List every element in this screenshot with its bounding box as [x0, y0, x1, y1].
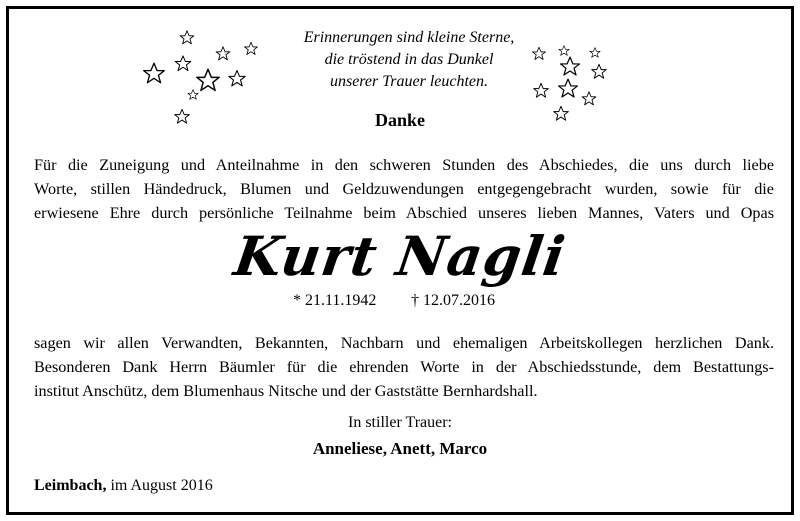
thanks-paragraph [34, 153, 774, 225]
paragraph-line: Besonderen Dank Herrn Bäumler für die ehrenden Worte in der Abschiedsstunde, dem Bestattungs- [34, 358, 774, 376]
death-date: † 12.07.2016 [411, 292, 495, 309]
mourning-label: In stiller Trauer: [348, 414, 452, 431]
heading: Danke [374, 110, 425, 130]
notice-content [9, 9, 791, 512]
star-icon [180, 31, 194, 44]
star-icon [175, 56, 190, 71]
acknowledgement-paragraph [34, 331, 774, 403]
mourners-names: Anneliese, Anett, Marco [312, 439, 488, 458]
place-date [34, 477, 213, 495]
verse-line: Erinnerungen sind kleine Sterne, [303, 29, 515, 46]
star-icon [582, 92, 596, 105]
paragraph-line: Worte, stillen Händedruck, Blumen und Geldzuwendungen entgegengebracht wurden, sowie für die [34, 180, 774, 198]
star-icon [144, 63, 165, 83]
paragraph-line: institut Anschütz, dem Blumenhaus Nitsche und der Gaststätte Bernhardshall. [34, 382, 538, 400]
date-text: im August 2016 [110, 477, 213, 494]
place-name: Leimbach, [34, 477, 107, 494]
paragraph-line: erwiesene Ehre durch persönliche Teilnahme beim Abschied unseres lieben Mannes, Vaters und Opas [34, 204, 774, 222]
verse-line: unserer Trauer leuchten. [329, 73, 489, 90]
paragraph-line: sagen wir allen Verwandten, Bekannten, Nachbarn und ehemaligen Arbeitskollegen herzlichen Dank. [34, 334, 774, 352]
deceased-name: Kurt Nagli [230, 224, 570, 288]
paragraph-line: Für die Zuneigung und Anteilnahme in den schweren Stunden des Abschiedes, die uns durch liebe [34, 156, 774, 174]
verse [209, 27, 609, 93]
notice-frame [6, 6, 794, 515]
birth-date: * 21.11.1942 [293, 292, 377, 309]
star-icon [188, 90, 198, 100]
verse-line: die tröstend in das Dunkel [324, 51, 494, 68]
